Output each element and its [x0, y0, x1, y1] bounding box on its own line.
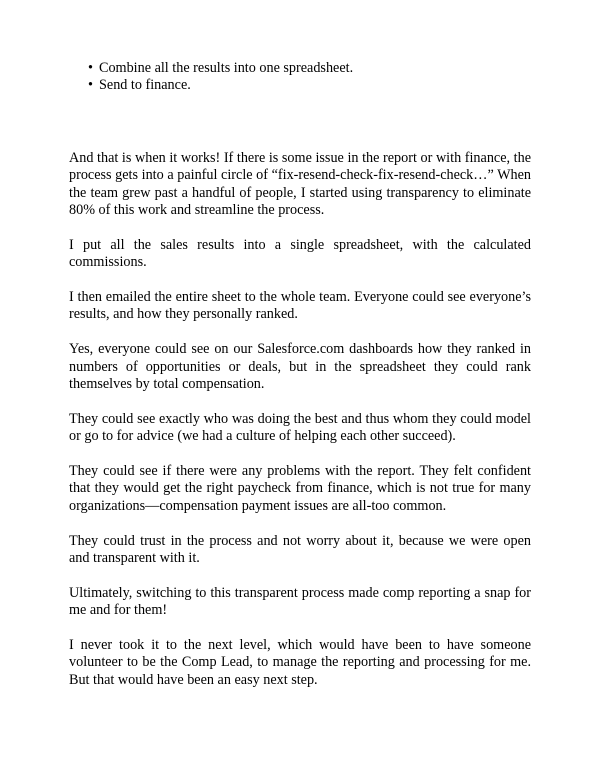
list-item [69, 60, 531, 77]
list-item [69, 77, 531, 94]
body-paragraph: They could see if there were any problems with the report. They felt confident that they would get the right paycheck from finance, which is not true for many organizations—compensation payment issues are all-too common. [69, 463, 531, 514]
list-item-text: Send to finance. [99, 77, 191, 94]
body-paragraph: I then emailed the entire sheet to the whole team. Everyone could see everyone’s results, and how they personally ranked. [69, 289, 531, 323]
bullet-marker-icon: • [88, 60, 93, 76]
body-paragraph: I put all the sales results into a single spreadsheet, with the calculated commissions. [69, 236, 531, 271]
list-item-text: Combine all the results into one spreadsheet. [99, 60, 354, 76]
body-paragraph: Yes, everyone could see on our Salesforce.com dashboards how they ranked in numbers of opportunities or deals, but in the spreadsheet they could rank themselves by total compensation. [69, 341, 531, 393]
page-content [69, 60, 531, 689]
paragraph-block [69, 150, 531, 689]
body-paragraph: Ultimately, switching to this transparent process made comp reporting a snap for me and for them! [69, 584, 531, 619]
body-paragraph: They could trust in the process and not worry about it, because we were open and transparent with it. [69, 532, 531, 567]
body-paragraph: And that is when it works! If there is some issue in the report or with finance, the process gets into a painful circle of “fix-resend-check-fix-resend-check…” When the team grew past a handful of people, I started using transparency to eliminate 80% of this work and streamline the process. [69, 149, 531, 219]
body-paragraph: I never took it to the next level, which would have been to have someone volunteer to be the Comp Lead, to manage the reporting and processing for me. But that would have been an easy next step. [69, 637, 531, 688]
body-paragraph: They could see exactly who was doing the best and thus whom they could model or go to for advice (we had a culture of helping each other succeed). [69, 410, 531, 445]
bullet-marker-icon: • [88, 77, 93, 94]
bullet-list [69, 60, 531, 95]
